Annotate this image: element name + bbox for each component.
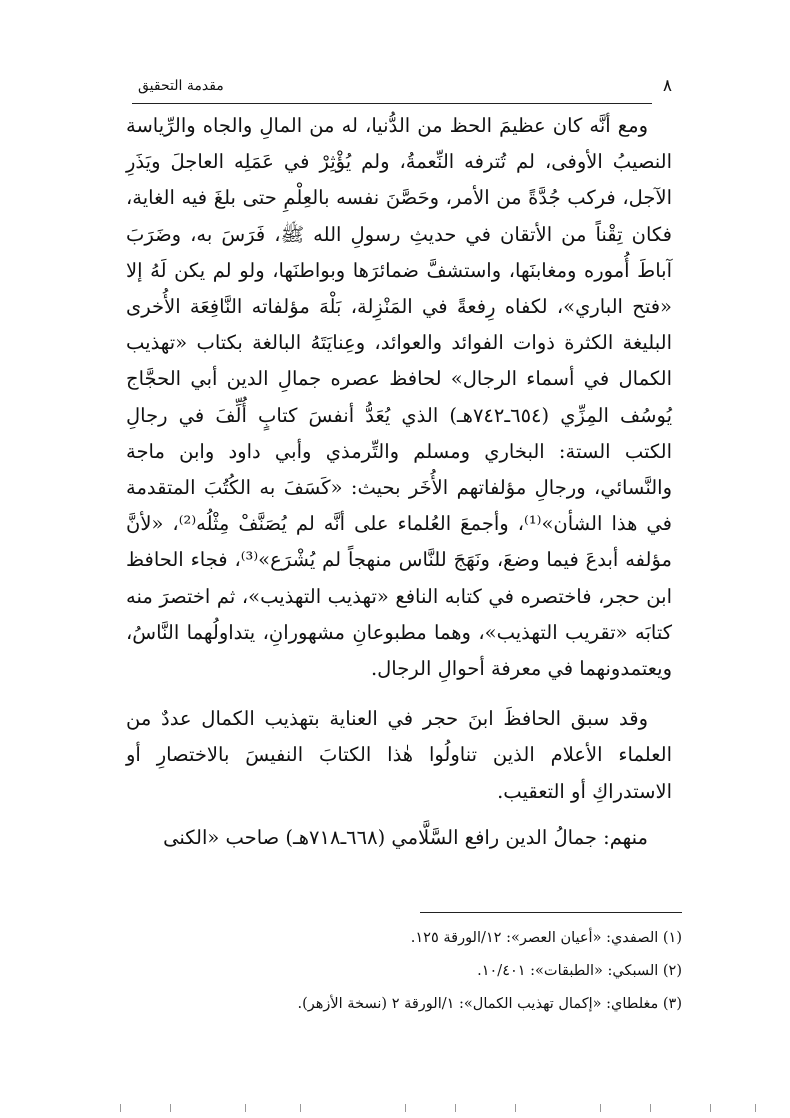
footnote: (٢) السبكي: «الطبقات»: ١٠/٤٠١. bbox=[477, 963, 682, 979]
body-text bbox=[126, 108, 672, 856]
footnotes bbox=[297, 922, 682, 1021]
footnote-rule bbox=[420, 912, 682, 913]
paragraph: وقد سبق الحافظَ ابنَ حجر في العناية بتهذيب الكمال عددٌ من العلماء الأعلام الذين تناولُوا هٰذا الكتابَ النفيسَ بالاختصارِ أو الاستدراكِ أو التعقيب. bbox=[126, 707, 672, 803]
scan-edge-marks bbox=[0, 1102, 790, 1112]
paragraph: ومع أنَّه كان عظيمَ الحظ من الدُّنيا، له من المالِ والجاه والرِّياسة النصيبُ الأوفى، لم تُترفه النِّعمةُ، ولم يُؤْثِرْ في عَمَلِه العاجلَ ويَذَرِ الآجل، فركب جُدَّةً من الأمر، وحَصَّنَ نفسه بالعِلْمِ حتى بلغَ فيه الغاية، فكان تِقْناً من الأتقان في حديثِ رسولِ الله ﷺ، فَرَسَ به، وضَرَبَ آباطَ أُموره ومغابنَها، واستشفَّ ضمائرَها وبواطنَها، ولو لم يكن لَهُ إلا «فتح الباري»، لكفاه رِفعةً في المَنْزِلة، بَلْهَ مؤلفاته النَّافِعَة الأُخرى البليغة الكثرة ذوات الفوائد والعوائد، وعِنايَتَهُ البالغة بكتاب «تهذيب الكمال في أسماء الرجال» لحافظ عصره جمالِ الدين أبي الحجَّاج يُوسُف المِزِّي (٦٥٤ـ٧٤٢هـ) الذي يُعَدُّ أنفسَ كتابٍ أُلِّفَ في رجالِ الكتب الستة: البخاري ومسلم والتِّرمذي وأبي داود وابن ماجة والنَّسائي، ورجالِ مؤلفاتهم الأُخَر بحيث: «كَسَفَ به الكُتُبَ المتقدمة في هذا الشأن»⁽¹⁾، وأجمعَ العُلماء على أنَّه لم يُصَنَّفْ مِثْلُه⁽²⁾، «لأنَّ مؤلفه أبدعَ فيما وضعَ، ونَهَجَ للنَّاس منهجاً لم يُشْرَع»⁽³⁾، فجاء الحافظ ابن حجر، فاختصره في كتابه النافع «تهذيب التهذيب»، ثم اختصرَ منه كتابَه «تقريب التهذيب»، وهما مطبوعانِ مشهورانِ، يتداولُهما النَّاسُ، ويعتمدونهما في معرفة أحوالِ الرجال. bbox=[126, 114, 672, 681]
header-rule bbox=[132, 103, 652, 104]
paragraph: منهم: جمالُ الدين رافع السَّلَّامي (٦٦٨ـ٧١٨هـ) صاحب «الكنى bbox=[163, 825, 648, 849]
running-title: مقدمة التحقيق bbox=[138, 78, 224, 94]
page-number: ٨ bbox=[662, 76, 672, 96]
footnote: (٣) مغلطاي: «إكمال تهذيب الكمال»: ١/الورقة ٢ (نسخة الأزهر). bbox=[297, 996, 682, 1012]
page-header bbox=[132, 78, 672, 100]
footnote: (١) الصفدي: «أعيان العصر»: ١٢/الورقة ١٢٥. bbox=[410, 930, 682, 946]
